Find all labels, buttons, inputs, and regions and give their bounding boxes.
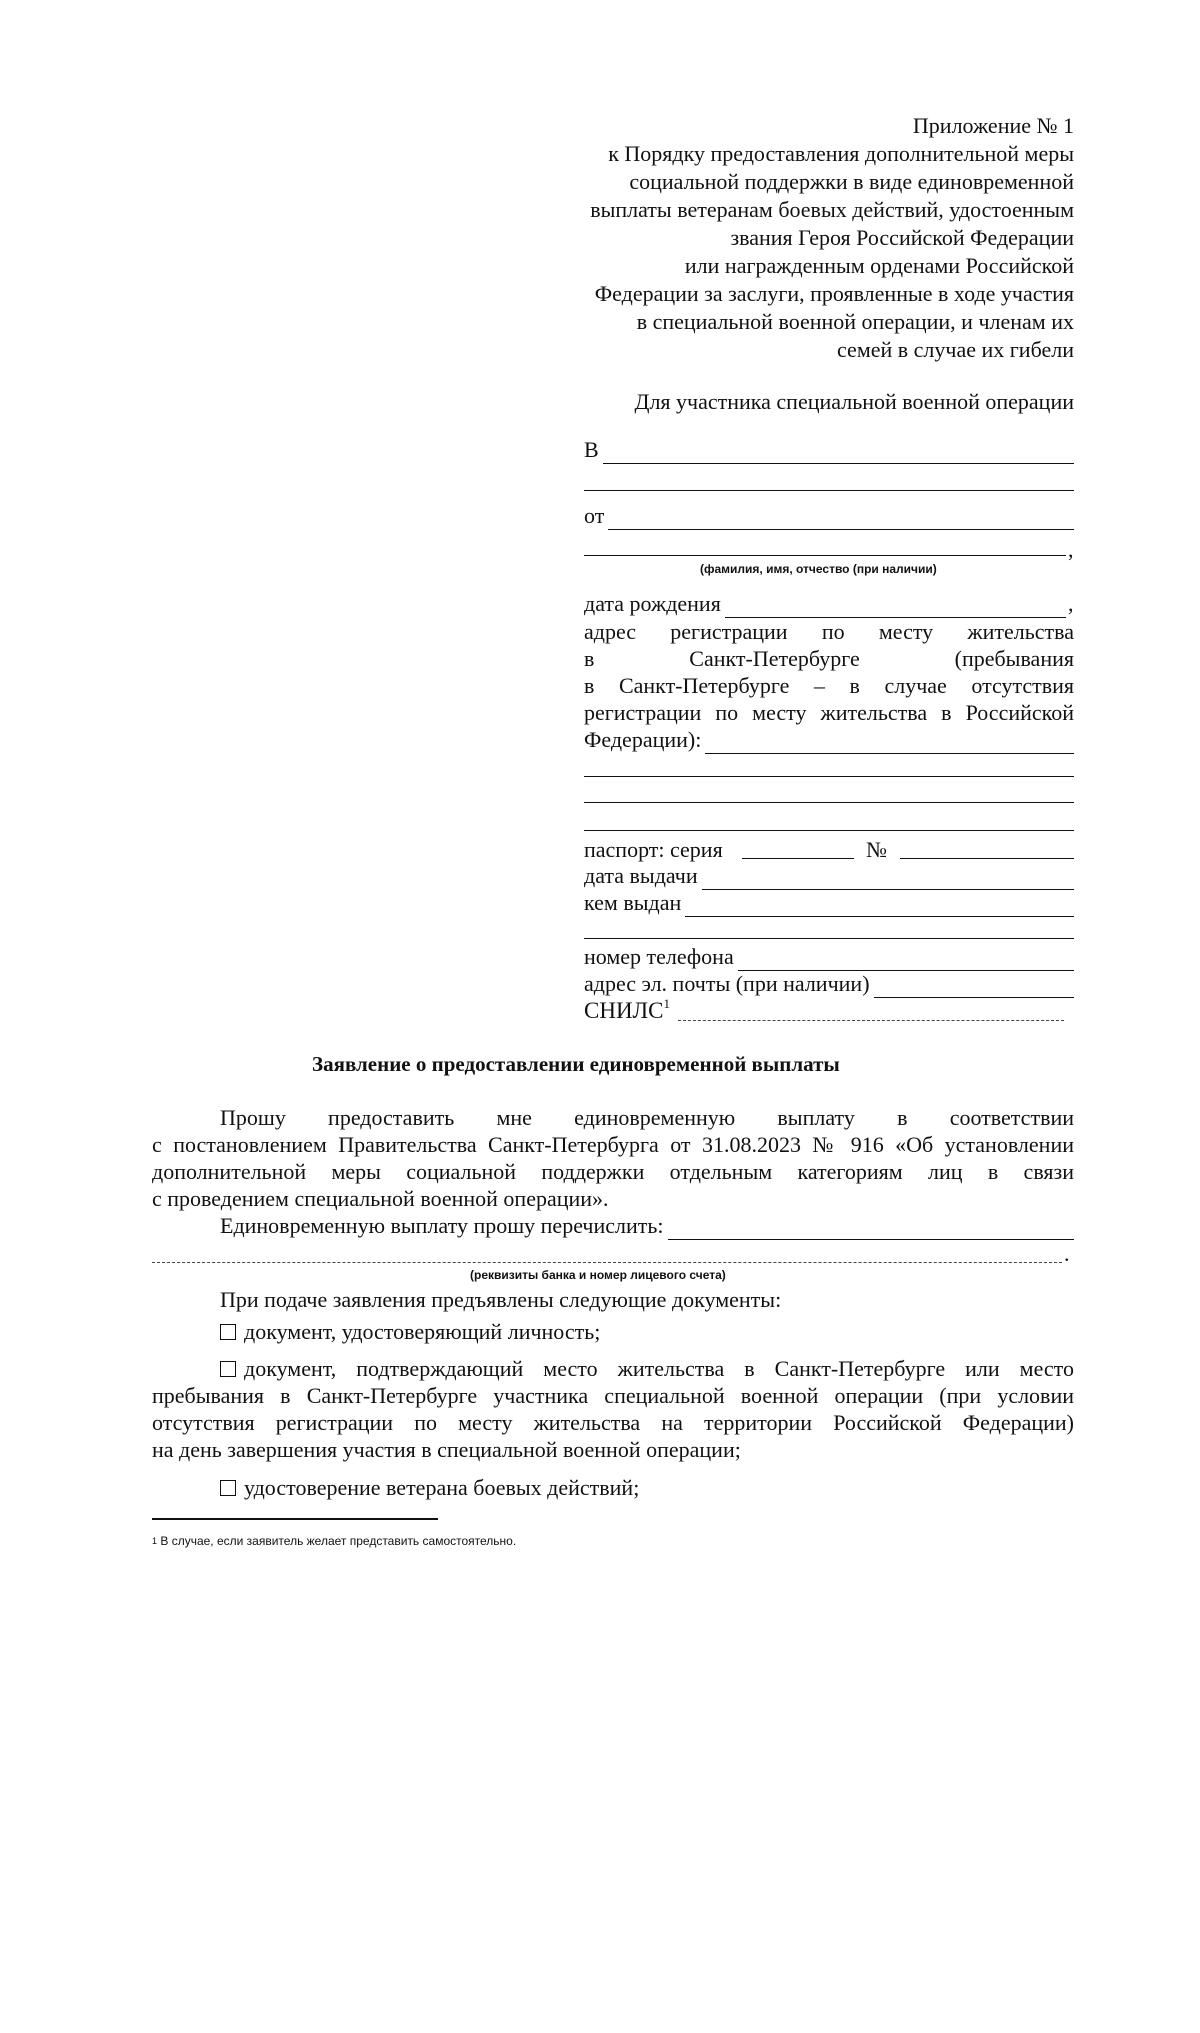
name-hint: (фамилия, имя, отчество (при наличии) bbox=[700, 562, 937, 576]
to-label: В bbox=[584, 437, 599, 462]
to-input-line-2[interactable] bbox=[584, 490, 1074, 491]
address-line: в Санкт-Петербурге – в случае отсутствия bbox=[584, 673, 1074, 698]
doc2-line-last: на день завершения участия в специальной военной операции; bbox=[152, 1437, 741, 1462]
issue-date-input-line[interactable] bbox=[702, 869, 1074, 890]
issued-by-input-line-2[interactable] bbox=[584, 938, 1074, 939]
doc2-line: отсутствия регистрации по месту жительства на территории Российской Федерации) bbox=[152, 1410, 1074, 1435]
passport-series-input-line[interactable] bbox=[742, 858, 854, 859]
request-line-last: с проведением специальной военной операции». bbox=[152, 1186, 609, 1211]
bank-details-input-line[interactable] bbox=[152, 1262, 1062, 1263]
doc2-line: документ, подтверждающий место жительства в Санкт-Петербурге или место bbox=[244, 1356, 1074, 1381]
address-input-line-2[interactable] bbox=[584, 776, 1074, 777]
statement-title: Заявление о предоставлении единовременной выплаты bbox=[312, 1052, 840, 1076]
birth-date-input-line[interactable] bbox=[725, 597, 1066, 618]
address-input-line-4[interactable] bbox=[584, 830, 1074, 831]
passport-series-label: паспорт: серия bbox=[584, 837, 723, 862]
header-line: выплаты ветеранам боевых действий, удостоенным bbox=[590, 197, 1074, 222]
request-line: дополнительной меры социальной поддержки отдельным категориям лиц в связи bbox=[152, 1159, 1074, 1184]
to-input-line[interactable] bbox=[603, 443, 1074, 464]
footnote-text: В случае, если заявитель желает представить самостоятельно. bbox=[160, 1534, 517, 1548]
doc-item-1 bbox=[220, 1318, 600, 1346]
issued-by-row bbox=[584, 889, 1074, 917]
phone-row bbox=[584, 943, 1074, 971]
period-mark: . bbox=[1064, 1241, 1070, 1266]
header-line: звания Героя Российской Федерации bbox=[730, 225, 1074, 250]
issued-by-input-line[interactable] bbox=[685, 896, 1074, 917]
doc2-line-1-wrap bbox=[220, 1355, 1074, 1383]
address-row bbox=[584, 726, 1074, 754]
doc1-label: документ, удостоверяющий личность; bbox=[244, 1319, 601, 1344]
header-line: к Порядку предоставления дополнительной меры bbox=[608, 141, 1074, 166]
email-input-line[interactable] bbox=[874, 977, 1074, 998]
header-line: в специальной военной операции, и членам их bbox=[636, 309, 1074, 334]
snils-label-wrap bbox=[584, 997, 670, 1025]
snils-input-line[interactable] bbox=[678, 1020, 1064, 1021]
from-field-row bbox=[584, 502, 1074, 530]
birth-date-row bbox=[584, 590, 1066, 618]
header-line: или награжденным орденами Российской bbox=[684, 253, 1074, 278]
transfer-row bbox=[220, 1212, 1074, 1240]
doc3-label: удостоверение ветерана боевых действий; bbox=[244, 1475, 640, 1500]
doc2-line: пребывания в Санкт-Петербурге участника специальной военной операции (при условии bbox=[152, 1383, 1074, 1408]
request-line: Прошу предоставить мне единовременную выплату в соответствии bbox=[220, 1105, 1074, 1130]
header-line: социальной поддержки в виде единовременной bbox=[629, 169, 1074, 194]
documents-intro: При подаче заявления предъявлены следующие документы: bbox=[220, 1287, 782, 1312]
address-input-line-3[interactable] bbox=[584, 802, 1074, 803]
email-label: адрес эл. почты (при наличии) bbox=[584, 971, 870, 996]
from-input-line-2[interactable] bbox=[584, 555, 1066, 556]
transfer-input-line[interactable] bbox=[668, 1219, 1074, 1240]
transfer-label: Единовременную выплату прошу перечислить: bbox=[220, 1213, 664, 1238]
footnote-mark: 1 bbox=[152, 1536, 158, 1546]
bank-hint: (реквизиты банка и номер лицевого счета) bbox=[470, 1268, 726, 1282]
appendix-title: Приложение № 1 bbox=[912, 113, 1074, 138]
header-line: Федерации за заслуги, проявленные в ходе участия bbox=[594, 281, 1074, 306]
issue-date-row bbox=[584, 862, 1074, 890]
address-line: адрес регистрации по месту жительства bbox=[584, 619, 1074, 644]
address-input-line[interactable] bbox=[705, 733, 1074, 754]
footnote bbox=[152, 1534, 516, 1548]
address-last-label: Федерации): bbox=[584, 727, 702, 752]
comma-mark: , bbox=[1068, 537, 1074, 562]
snils-label: СНИЛС bbox=[584, 998, 664, 1023]
phone-label: номер телефона bbox=[584, 944, 734, 969]
doc1-checkbox[interactable] bbox=[220, 1324, 236, 1340]
audience-label: Для участника специальной военной операции bbox=[634, 389, 1074, 414]
passport-number-input-line[interactable] bbox=[900, 858, 1074, 859]
request-line: с постановлением Правительства Санкт-Петербурга от 31.08.2023 № 916 «Об установлении bbox=[152, 1132, 1074, 1157]
from-input-line[interactable] bbox=[608, 509, 1074, 530]
footnote-divider bbox=[152, 1518, 438, 1520]
doc-item-3 bbox=[220, 1474, 639, 1502]
issue-date-label: дата выдачи bbox=[584, 863, 698, 888]
header-line: семей в случае их гибели bbox=[837, 337, 1074, 362]
to-field-row bbox=[584, 436, 1074, 464]
passport-number-label: № bbox=[866, 837, 887, 862]
snils-footnote-mark: 1 bbox=[663, 996, 671, 1011]
address-line: в Санкт-Петербурге (пребывания bbox=[584, 646, 1074, 671]
doc2-checkbox[interactable] bbox=[220, 1361, 236, 1377]
birth-date-label: дата рождения bbox=[584, 591, 721, 616]
address-line: регистрации по месту жительства в Российской bbox=[584, 700, 1074, 725]
doc3-checkbox[interactable] bbox=[220, 1480, 236, 1496]
issued-by-label: кем выдан bbox=[584, 890, 682, 915]
comma-mark: , bbox=[1068, 591, 1074, 616]
from-label: от bbox=[584, 503, 605, 528]
phone-input-line[interactable] bbox=[738, 950, 1074, 971]
email-row bbox=[584, 970, 1074, 998]
